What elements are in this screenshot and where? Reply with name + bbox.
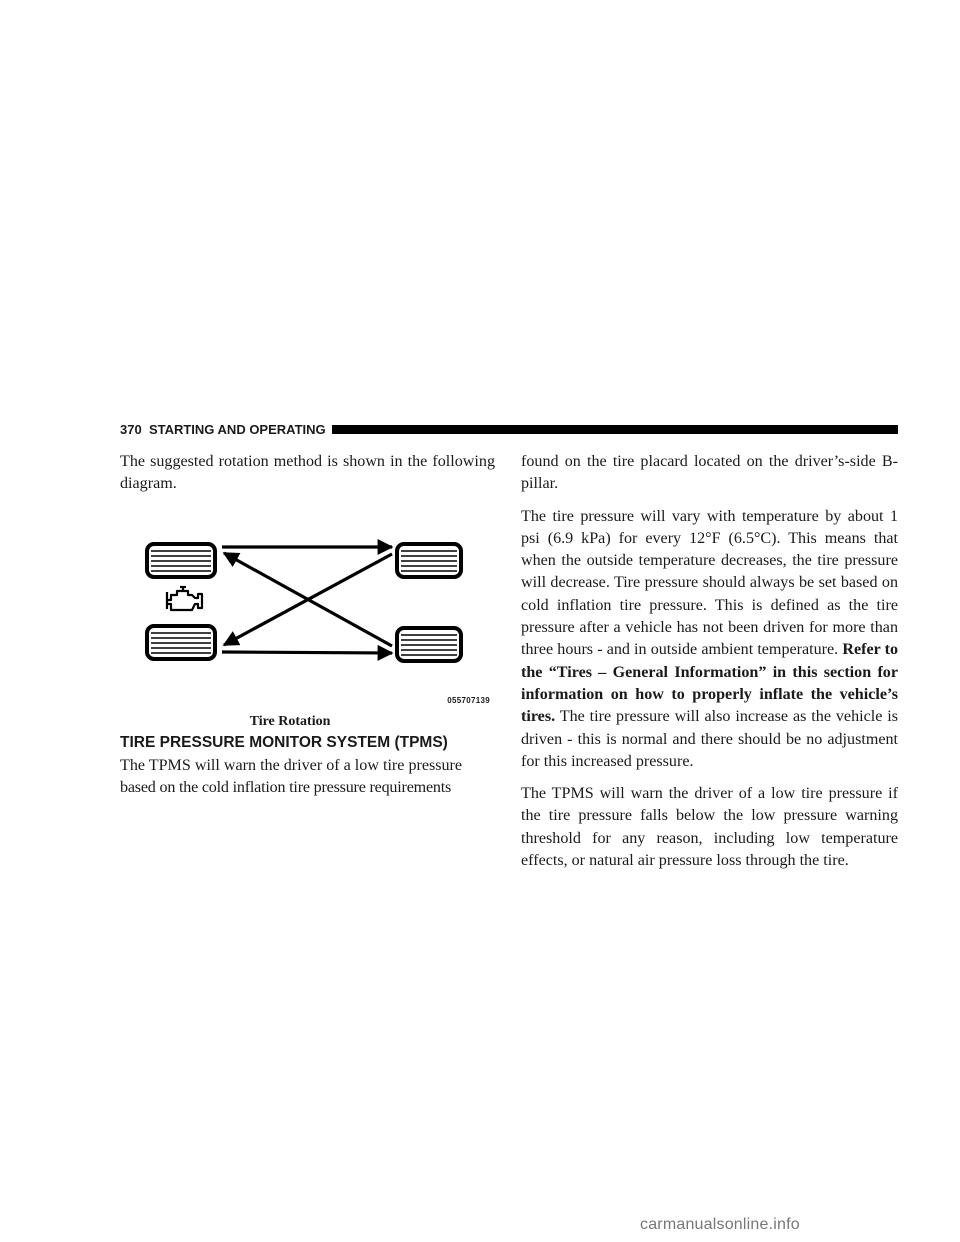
tire-front-right	[397, 544, 461, 577]
left-column	[120, 451, 495, 496]
placard-paragraph: found on the tire placard located on the driver’s-side B-pillar.	[521, 453, 898, 493]
right-column	[521, 451, 898, 872]
tire-rotation-figure	[140, 532, 494, 732]
intro-paragraph: The suggested rotation method is shown in the following diagram.	[120, 453, 495, 493]
rotation-arrows	[222, 547, 392, 653]
tpms-body-line-1: The TPMS will warn the driver of a low tire pressure	[120, 757, 463, 774]
temperature-paragraph	[521, 506, 898, 774]
section-heading-tpms: TIRE PRESSURE MONITOR SYSTEM (TPMS)	[120, 734, 448, 751]
tire-rear-right	[397, 628, 461, 661]
tpms-body-line-2: based on the cold inflation tire pressure requirements	[120, 779, 452, 797]
temperature-text: The tire pressure will vary with temperature by about 1 psi (6.9 kPa) for every 12°F (6.5°C). This means that when the outside temperature decreases, the tire pressure will decrease. Tire pressure should always be set based on cold inflation tire pressure. This is defined as the tire pressure after a vehicle has not been driven for more than three hours - and in outside ambient temperature.	[521, 507, 898, 659]
tire-rotation-diagram	[140, 532, 494, 732]
figure-code: 055707139	[447, 696, 490, 705]
tpms-intro-paragraph	[120, 755, 495, 800]
refer-tires-text: Refer to the “Tires – General Information” in this section for information on how to properly inflate the vehicle’s tires.	[521, 641, 898, 726]
arrow-rear-straight	[222, 652, 392, 653]
page-header-label	[120, 422, 326, 437]
header-rule	[332, 425, 898, 434]
tire-rear-left	[147, 626, 215, 659]
temperature-text-end: The tire pressure will also increase as the vehicle is driven - this is normal and there should be no adjustment for this increased pressure.	[521, 708, 898, 770]
section-title: STARTING AND OPERATING	[148, 422, 326, 437]
engine-icon	[167, 587, 202, 610]
page-header	[120, 421, 898, 439]
page-number: 370	[120, 422, 142, 437]
tire-front-left	[147, 544, 215, 577]
tpms-warning-paragraph: The TPMS will warn the driver of a low tire pressure if the tire pressure falls below the low pressure warning threshold for any reason, including low temperature effects, or natural air pressure loss through the tire.	[521, 785, 898, 870]
watermark: carmanualsonline.info	[640, 1216, 800, 1233]
figure-caption: Tire Rotation	[249, 714, 331, 729]
